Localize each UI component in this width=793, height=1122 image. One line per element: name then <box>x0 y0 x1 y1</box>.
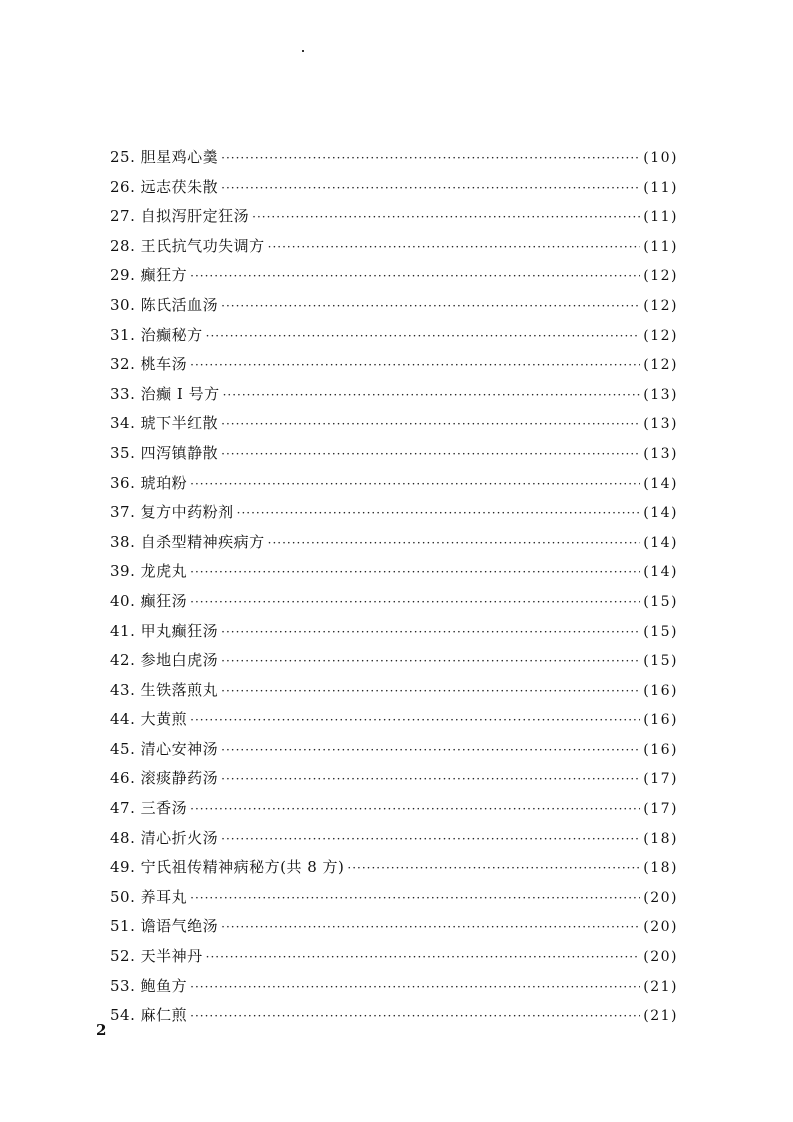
dot-leader <box>221 765 640 795</box>
toc-entry <box>110 173 678 203</box>
toc-entry <box>110 143 678 173</box>
entry-title: 33. 治癫 I 号方 <box>110 384 220 403</box>
entry-page-number: (14) <box>643 505 678 522</box>
entry-page-number: (16) <box>643 712 678 729</box>
dot-leader <box>206 322 641 352</box>
toc-entry <box>110 617 678 647</box>
toc-entry <box>110 321 678 351</box>
dot-leader <box>190 558 640 588</box>
entry-title: 34. 琥下半红散 <box>110 414 219 433</box>
entry-title: 25. 胆星鸡心羹 <box>110 148 219 166</box>
entry-page-number: (12) <box>643 327 678 344</box>
entry-page-number: (21) <box>643 1008 678 1025</box>
dot-leader <box>221 825 640 855</box>
entry-page-number: (18) <box>643 830 678 847</box>
dot-leader <box>206 943 641 973</box>
entry-title: 46. 滚痰静药汤 <box>110 769 219 788</box>
entry-title: 54. 麻仁煎 <box>110 1006 188 1025</box>
toc-entry <box>110 528 678 558</box>
page-number: 2 <box>96 1021 107 1039</box>
dot-leader <box>347 854 640 884</box>
dot-leader <box>221 618 640 648</box>
entry-title: 50. 养耳丸 <box>110 887 188 906</box>
dot-leader <box>190 470 640 500</box>
dot-leader <box>190 588 640 618</box>
entry-page-number: (10) <box>643 150 678 166</box>
entry-page-number: (15) <box>643 593 678 610</box>
dot-leader <box>190 795 640 825</box>
dot-leader <box>221 913 640 943</box>
toc-entry <box>110 557 678 587</box>
entry-title: 47. 三香汤 <box>110 799 188 818</box>
dot-leader <box>190 351 640 381</box>
dot-leader <box>268 529 641 559</box>
dot-leader <box>221 677 640 707</box>
entry-title: 31. 治癫秘方 <box>110 325 203 344</box>
entry-page-number: (16) <box>643 741 678 758</box>
dot-leader <box>268 233 641 263</box>
toc-entry <box>110 202 678 232</box>
entry-page-number: (15) <box>643 653 678 670</box>
entry-page-number: (14) <box>643 564 678 581</box>
entry-title: 41. 甲丸癫狂汤 <box>110 621 219 640</box>
entry-title: 38. 自杀型精神疾病方 <box>110 532 265 551</box>
dot-leader <box>221 292 640 322</box>
entry-page-number: (13) <box>643 416 678 433</box>
scan-speck <box>302 50 304 52</box>
entry-title: 45. 清心安神汤 <box>110 739 219 758</box>
entry-page-number: (11) <box>643 238 678 255</box>
entry-page-number: (13) <box>643 386 678 403</box>
entry-page-number: (20) <box>643 889 678 906</box>
dot-leader <box>223 381 641 411</box>
toc-entry <box>110 291 678 321</box>
entry-title: 35. 四泻镇静散 <box>110 443 219 462</box>
toc-entry <box>110 764 678 794</box>
toc-entry <box>110 261 678 291</box>
entry-page-number: (20) <box>643 949 678 966</box>
entry-title: 39. 龙虎丸 <box>110 562 188 581</box>
entry-title: 29. 癫狂方 <box>110 266 188 285</box>
entry-title: 27. 自拟泻肝定狂汤 <box>110 207 250 226</box>
toc-entry <box>110 912 678 942</box>
table-of-contents <box>110 143 678 1031</box>
entry-page-number: (13) <box>643 445 678 462</box>
entry-page-number: (11) <box>643 179 678 196</box>
dot-leader <box>190 262 640 292</box>
toc-entry <box>110 942 678 972</box>
entry-title: 28. 王氏抗气功失调方 <box>110 236 265 255</box>
toc-entry <box>110 350 678 380</box>
toc-entry <box>110 794 678 824</box>
dot-leader <box>190 706 640 736</box>
dot-leader <box>190 884 640 914</box>
entry-title: 26. 远志茯朱散 <box>110 177 219 196</box>
entry-title: 37. 复方中药粉剂 <box>110 503 234 522</box>
toc-entry <box>110 469 678 499</box>
entry-title: 36. 琥珀粉 <box>110 473 188 492</box>
entry-title: 44. 大黄煎 <box>110 710 188 729</box>
entry-page-number: (20) <box>643 919 678 936</box>
dot-leader <box>221 410 640 440</box>
entry-title: 51. 谵语气绝汤 <box>110 917 219 936</box>
entry-title: 52. 天半神丹 <box>110 947 203 966</box>
toc-entry <box>110 705 678 735</box>
dot-leader <box>221 144 640 174</box>
entry-page-number: (11) <box>643 209 678 226</box>
toc-entry <box>110 883 678 913</box>
entry-page-number: (15) <box>643 623 678 640</box>
toc-entry <box>110 1001 678 1031</box>
entry-page-number: (17) <box>643 801 678 818</box>
toc-entry <box>110 232 678 262</box>
entry-page-number: (14) <box>643 534 678 551</box>
toc-entry <box>110 439 678 469</box>
entry-page-number: (12) <box>643 268 678 285</box>
toc-entry <box>110 972 678 1002</box>
dot-leader <box>252 203 640 233</box>
dot-leader <box>221 440 640 470</box>
entry-page-number: (12) <box>643 357 678 374</box>
toc-entry <box>110 735 678 765</box>
entry-title: 48. 清心折火汤 <box>110 828 219 847</box>
entry-title: 42. 参地白虎汤 <box>110 651 219 670</box>
entry-page-number: (16) <box>643 682 678 699</box>
entry-title: 40. 癫狂汤 <box>110 591 188 610</box>
dot-leader <box>190 1002 640 1032</box>
toc-entry <box>110 380 678 410</box>
toc-entry <box>110 824 678 854</box>
toc-entry <box>110 498 678 528</box>
entry-title: 43. 生铁落煎丸 <box>110 680 219 699</box>
entry-page-number: (14) <box>643 475 678 492</box>
entry-page-number: (12) <box>643 297 678 314</box>
toc-entry <box>110 853 678 883</box>
entry-title: 49. 宁氏祖传精神病秘方(共 8 方) <box>110 858 345 877</box>
dot-leader <box>221 174 640 204</box>
toc-entry <box>110 587 678 617</box>
dot-leader <box>190 973 640 1003</box>
toc-entry <box>110 646 678 676</box>
entry-title: 53. 鲍鱼方 <box>110 976 188 995</box>
entry-page-number: (18) <box>643 860 678 877</box>
entry-title: 30. 陈氏活血汤 <box>110 295 219 314</box>
entry-page-number: (17) <box>643 771 678 788</box>
toc-entry <box>110 676 678 706</box>
dot-leader <box>237 499 641 529</box>
dot-leader <box>221 736 640 766</box>
dot-leader <box>221 647 640 677</box>
entry-page-number: (21) <box>643 978 678 995</box>
toc-entry <box>110 409 678 439</box>
entry-title: 32. 桃车汤 <box>110 355 188 374</box>
